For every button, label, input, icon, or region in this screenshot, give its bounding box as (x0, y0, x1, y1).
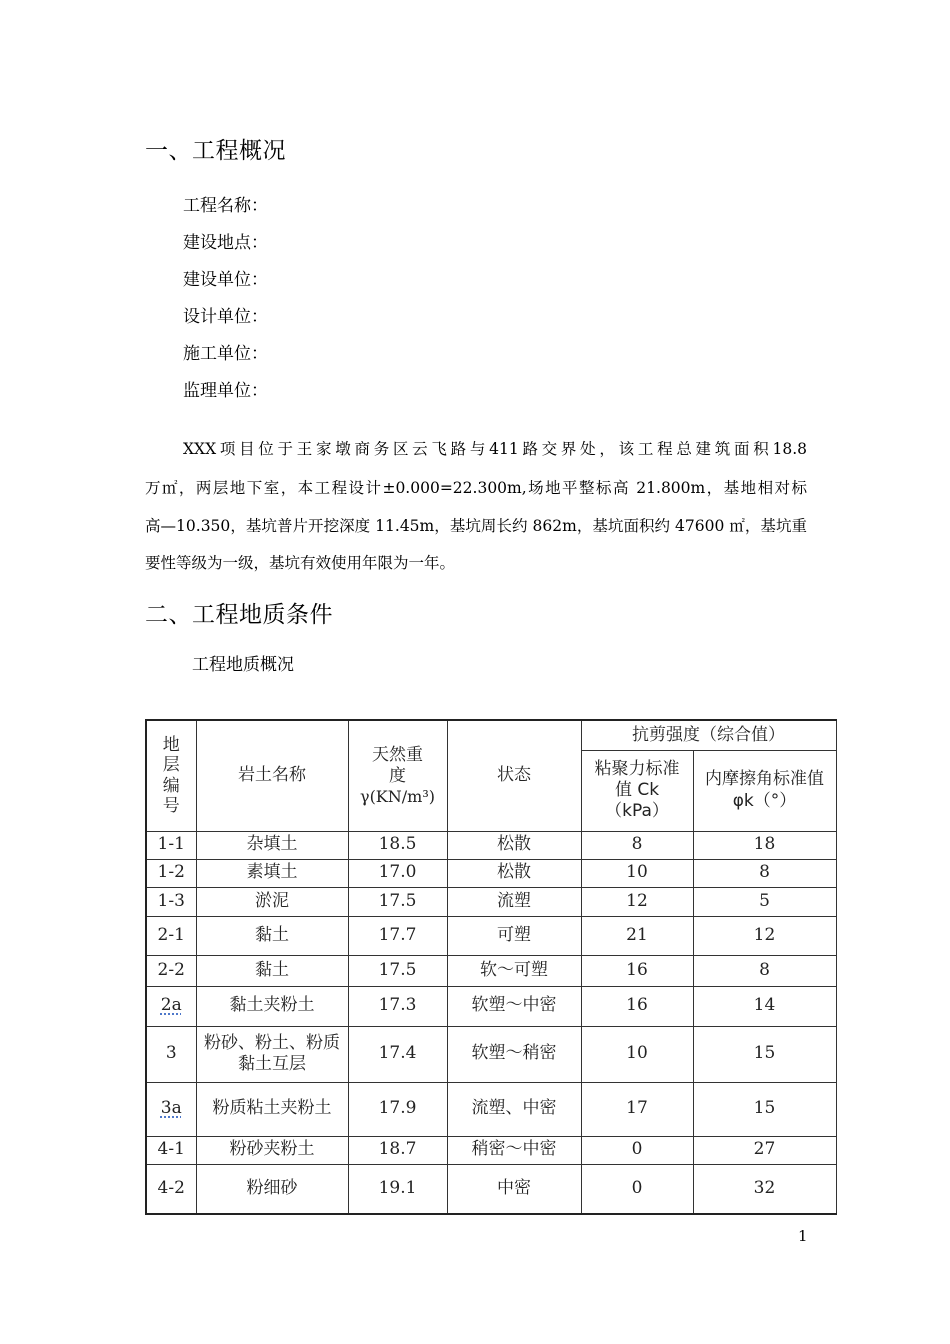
info-owner: 建设单位： (183, 270, 268, 290)
table-row (146, 887, 836, 916)
cell-layer-code: 2a (160, 995, 182, 1016)
cell-soil-name: 粉细砂 (196, 1164, 348, 1214)
cell-cohesion: 21 (581, 916, 693, 955)
cell-soil-name-wrap (196, 1082, 348, 1136)
header-cohesion (581, 750, 693, 831)
cell-layer-code: 3 (146, 1026, 196, 1082)
cell-layer-code: 4-1 (146, 1136, 196, 1164)
info-supervisor: 监理单位： (183, 381, 268, 401)
cell-state: 松散 (447, 859, 581, 887)
cell-cohesion: 0 (581, 1164, 693, 1214)
header-layer-no: 地层编号 (146, 720, 196, 831)
page-number: 1 (798, 1227, 808, 1245)
cell-layer-code: 2-1 (146, 916, 196, 955)
cell-soil-name: 黏土 (196, 955, 348, 986)
header-cohesion-unit: （kPa） (605, 801, 669, 822)
cell-state: 中密 (447, 1164, 581, 1214)
table-row (146, 859, 836, 887)
cell-state: 稍密～中密 (447, 1136, 581, 1164)
info-project-name: 工程名称： (183, 196, 268, 216)
cell-unit-weight: 17.7 (348, 916, 447, 955)
table-row (146, 1082, 836, 1136)
cell-soil-name: 粉质粘土夹粉土 (212, 1098, 332, 1119)
info-contractor: 施工单位： (183, 344, 268, 364)
cell-state: 流塑、中密 (447, 1082, 581, 1136)
cell-state: 可塑 (447, 916, 581, 955)
cell-cohesion: 16 (581, 986, 693, 1026)
cell-layer-code: 1-3 (146, 887, 196, 916)
cell-unit-weight: 17.5 (348, 887, 447, 916)
table-row (146, 916, 836, 955)
cell-cohesion: 10 (581, 859, 693, 887)
table-caption: 工程地质概况 (192, 655, 294, 675)
header-shear-strength: 抗剪强度（综合值） (581, 720, 836, 750)
cell-soil-name: 黏土夹粉土 (196, 986, 348, 1026)
cell-friction-angle: 18 (693, 831, 836, 859)
cell-unit-weight: 17.4 (348, 1026, 447, 1082)
cell-layer-code: 1-2 (146, 859, 196, 887)
cell-state: 松散 (447, 831, 581, 859)
table-row (146, 955, 836, 986)
header-friction-angle: 内摩擦角标准值φk（°） (693, 750, 836, 831)
paragraph-line-1: XXX项目位于王家墩商务区云飞路与411路交界处，该工程总建筑面积18.8 (183, 440, 807, 458)
cell-state: 流塑 (447, 887, 581, 916)
cell-cohesion: 16 (581, 955, 693, 986)
paragraph-line-4: 要性等级为一级，基坑有效使用年限为一年。 (145, 554, 456, 572)
cell-unit-weight: 17.9 (348, 1082, 447, 1136)
cell-layer-code: 1-1 (146, 831, 196, 859)
table-row (146, 831, 836, 859)
table-header-row-1 (146, 720, 836, 750)
cell-friction-angle: 15 (693, 1026, 836, 1082)
cell-layer-code: 4-2 (146, 1164, 196, 1214)
cell-unit-weight: 17.0 (348, 859, 447, 887)
cell-unit-weight: 19.1 (348, 1164, 447, 1214)
header-unit-weight (348, 720, 447, 831)
paragraph-line-3: 高—10.350，基坑普片开挖深度 11.45m，基坑周长约 862m，基坑面积约 47600 ㎡，基坑重 (145, 517, 807, 535)
cell-cohesion: 0 (581, 1136, 693, 1164)
cell-state: 软塑～中密 (447, 986, 581, 1026)
cell-unit-weight: 17.5 (348, 955, 447, 986)
cell-cohesion: 17 (581, 1082, 693, 1136)
cell-cohesion: 10 (581, 1026, 693, 1082)
info-designer: 设计单位： (183, 307, 268, 327)
cell-soil-name: 杂填土 (196, 831, 348, 859)
cell-friction-angle: 8 (693, 955, 836, 986)
cell-friction-angle: 14 (693, 986, 836, 1026)
cell-cohesion: 8 (581, 831, 693, 859)
section-1-heading: 一、工程概况 (145, 138, 286, 164)
cell-soil-name: 粉砂、粉土、粉质黏土互层 (204, 1032, 340, 1074)
cell-state: 软～可塑 (447, 955, 581, 986)
cell-friction-angle: 27 (693, 1136, 836, 1164)
table-row (146, 986, 836, 1026)
section-2-heading: 二、工程地质条件 (145, 602, 333, 628)
cell-friction-angle: 12 (693, 916, 836, 955)
cell-layer-code: 3a (160, 1098, 182, 1119)
cell-soil-name: 黏土 (196, 916, 348, 955)
cell-friction-angle: 15 (693, 1082, 836, 1136)
cell-friction-angle: 32 (693, 1164, 836, 1214)
table-row (146, 1164, 836, 1214)
cell-layer-code-wrap (146, 1082, 196, 1136)
cell-state: 软塑～稍密 (447, 1026, 581, 1082)
cell-unit-weight: 18.7 (348, 1136, 447, 1164)
cell-soil-name: 淤泥 (196, 887, 348, 916)
header-cohesion-label: 粘聚力标准值 Ck (594, 758, 680, 800)
table-row (146, 1136, 836, 1164)
cell-soil-name: 粉砂夹粉土 (196, 1136, 348, 1164)
cell-soil-name-wrap (196, 1026, 348, 1082)
cell-friction-angle: 5 (693, 887, 836, 916)
info-site-location: 建设地点： (183, 233, 268, 253)
cell-unit-weight: 17.3 (348, 986, 447, 1026)
header-unit-weight-label: 天然重度 (372, 744, 423, 786)
header-state: 状态 (447, 720, 581, 831)
cell-layer-code-wrap (146, 986, 196, 1026)
cell-friction-angle: 8 (693, 859, 836, 887)
cell-cohesion: 12 (581, 887, 693, 916)
paragraph-line-2: 万㎡，两层地下室，本工程设计±0.000=22.300m,场地平整标高 21.800m，基地相对标 (145, 479, 807, 497)
geology-table (145, 719, 837, 1215)
cell-layer-code: 2-2 (146, 955, 196, 986)
header-soil-name: 岩土名称 (196, 720, 348, 831)
cell-unit-weight: 18.5 (348, 831, 447, 859)
table-row (146, 1026, 836, 1082)
cell-soil-name: 素填土 (196, 859, 348, 887)
header-unit-weight-unit: γ(KN/m³) (360, 787, 435, 806)
